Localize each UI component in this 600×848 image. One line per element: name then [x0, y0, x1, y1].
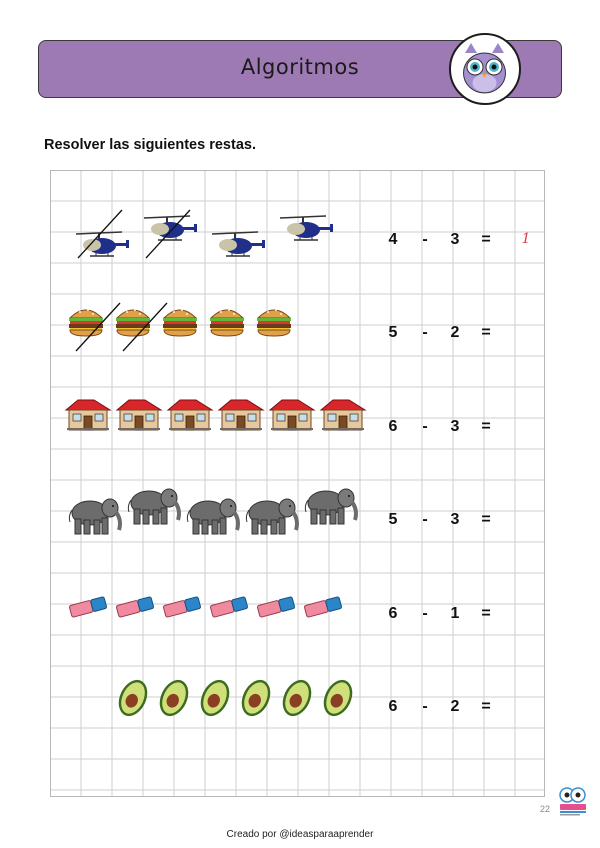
eraser-icon [66, 595, 110, 624]
house-icon [166, 397, 214, 436]
hamburger-icon [207, 303, 247, 342]
elephant-icon [64, 494, 124, 541]
subtrahend: 3 [450, 418, 460, 435]
avocado-icon [319, 676, 357, 725]
minuend: 6 [388, 698, 398, 715]
minus-sign: - [422, 698, 428, 715]
helicopter-icon [272, 212, 334, 251]
elephant-icon [300, 484, 360, 531]
cross-out-mark [142, 206, 192, 267]
house-icon [217, 397, 265, 436]
minus-sign: - [422, 418, 428, 435]
cross-out-mark [74, 206, 124, 267]
equals-sign: = [481, 231, 491, 248]
avocado-icon [155, 676, 193, 725]
equals-sign: = [481, 324, 491, 341]
page-number: 22 [540, 804, 551, 814]
eraser-icon [160, 595, 204, 624]
subtrahend: 2 [450, 324, 460, 341]
subtrahend: 3 [450, 511, 460, 528]
equals-sign: = [481, 605, 491, 622]
minuend: 5 [388, 324, 398, 341]
owl-icon [449, 33, 521, 105]
ideas-para-aprender-logo [556, 784, 590, 823]
elephant-icon [241, 494, 301, 541]
subtrahend: 2 [450, 698, 460, 715]
minuend: 6 [388, 605, 398, 622]
minuend: 5 [388, 511, 398, 528]
eraser-icon [254, 595, 298, 624]
hamburger-icon [254, 303, 294, 342]
house-icon [64, 397, 112, 436]
avocado-icon [196, 676, 234, 725]
hamburger-icon [160, 303, 200, 342]
answer-cell[interactable]: 1 [521, 231, 531, 247]
minus-sign: - [422, 324, 428, 341]
house-icon [268, 397, 316, 436]
avocado-icon [237, 676, 275, 725]
avocado-icon [114, 676, 152, 725]
minuend: 4 [388, 231, 398, 248]
footer-credit: Creado por @ideasparaaprender [226, 829, 374, 840]
instruction-text: Resolver las siguientes restas. [44, 137, 256, 153]
minus-sign: - [422, 511, 428, 528]
eraser-icon [301, 595, 345, 624]
eraser-icon [207, 595, 251, 624]
equals-sign: = [481, 511, 491, 528]
elephant-icon [123, 484, 183, 531]
page-title: Algoritmos [240, 55, 360, 79]
house-icon [319, 397, 367, 436]
eraser-icon [113, 595, 157, 624]
minus-sign: - [422, 231, 428, 248]
minus-sign: - [422, 605, 428, 622]
subtrahend: 3 [450, 231, 460, 248]
elephant-icon [182, 494, 242, 541]
minuend: 6 [388, 418, 398, 435]
subtrahend: 1 [450, 605, 460, 622]
avocado-icon [278, 676, 316, 725]
house-icon [115, 397, 163, 436]
equals-sign: = [481, 418, 491, 435]
helicopter-icon [204, 228, 266, 267]
equals-sign: = [481, 698, 491, 715]
